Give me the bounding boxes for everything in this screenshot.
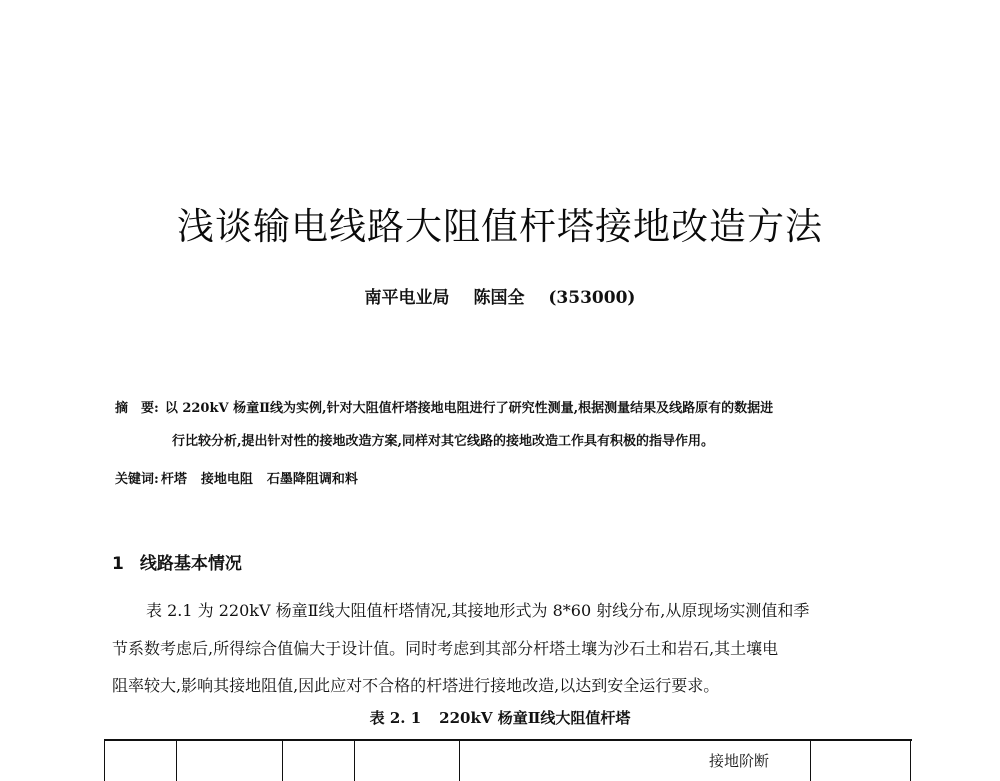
abstract-label: 摘 要: (115, 401, 159, 416)
abstract-line-1 (115, 397, 773, 416)
table-caption-number: 表 2. 1 (369, 709, 422, 727)
table-divider-1 (176, 741, 177, 781)
table-caption-text: 220kV 杨童Ⅱ线大阻值杆塔 (439, 709, 631, 727)
author-name: 陈国全 (473, 288, 525, 308)
table-caption (0, 707, 1000, 728)
body-paragraph-line-1: 表 2.1 为 220kV 杨童Ⅱ线大阻值杆塔情况,其接地形式为 8*60 射线分布,从原现场实测值和季 (146, 601, 810, 620)
table-divider-2 (282, 741, 283, 781)
table-divider-4 (459, 741, 460, 781)
keyword-1: 杆塔 (160, 472, 187, 487)
table-divider-3 (354, 741, 355, 781)
keyword-3: 石墨降阻调和料 (266, 472, 358, 487)
body-paragraph-line-3: 阻率较大,影响其接地阻值,因此应对不合格的杆塔进行接地改造,以达到安全运行要求。 (112, 676, 720, 695)
author-postcode: (353000) (548, 288, 636, 308)
section-number: 1 (112, 554, 124, 574)
table-header-grounding: 接地阶断 (708, 752, 769, 770)
keywords-line (115, 468, 372, 487)
keywords-label: 关键词: (115, 472, 159, 487)
abstract-line-2: 行比较分析,提出针对性的接地改造方案,同样对其它线路的接地改造工作具有积极的指导作用。 (172, 434, 715, 449)
paper-title: 浅谈输电线路大阻值杆塔接地改造方法 (177, 205, 823, 248)
keyword-2: 接地电阻 (200, 472, 253, 487)
author-line (0, 283, 1000, 308)
data-table (104, 739, 912, 781)
table-border-left (104, 741, 105, 781)
author-organization: 南平电业局 (364, 288, 450, 308)
section-heading (112, 549, 242, 574)
section-title: 线路基本情况 (139, 554, 242, 574)
abstract-text-1: 以 220kV 杨童Ⅱ线为实例,针对大阻值杆塔接地电阻进行了研究性测量,根据测量结果及线路原有的数据进 (164, 401, 774, 416)
body-paragraph-line-2: 节系数考虑后,所得综合值偏大于设计值。同时考虑到其部分杆塔土壤为沙石土和岩石,其土壤电 (112, 639, 779, 658)
